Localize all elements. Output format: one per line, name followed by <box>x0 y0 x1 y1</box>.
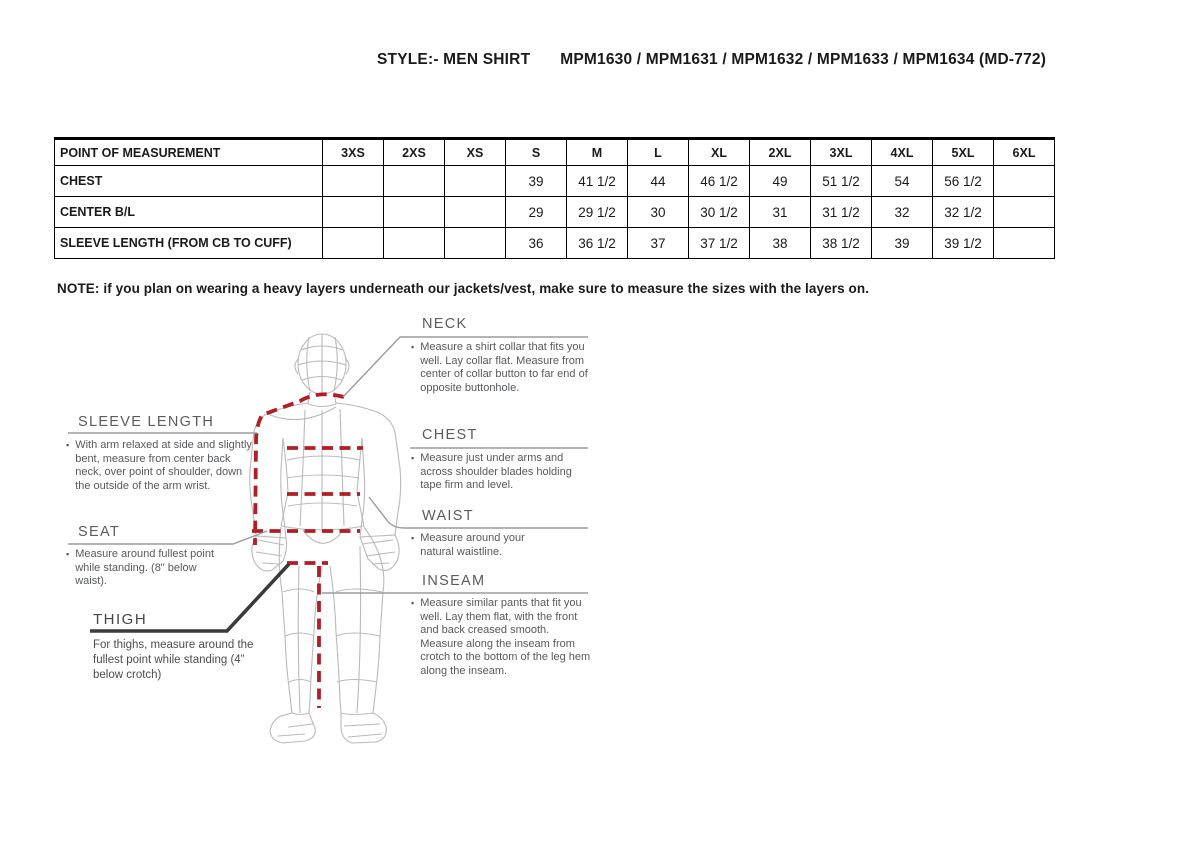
cell-sleeve-5xl: 39 1/2 <box>933 228 994 259</box>
cell-centerbl-m: 29 1/2 <box>567 197 628 228</box>
bullet-icon: ▪ <box>66 440 70 450</box>
col-header-4xl: 4XL <box>872 139 933 166</box>
cell-sleeve-4xl: 39 <box>872 228 933 259</box>
cell-chest-3xl: 51 1/2 <box>811 166 872 197</box>
cell-centerbl-4xl: 32 <box>872 197 933 228</box>
bullet-icon: ▪ <box>411 453 415 463</box>
cell-chest-2xl: 49 <box>750 166 811 197</box>
cell-chest-s: 39 <box>506 166 567 197</box>
col-header-m: M <box>567 139 628 166</box>
col-header-xs: XS <box>445 139 506 166</box>
cell-centerbl-xl: 30 1/2 <box>689 197 750 228</box>
neck-label: NECK <box>422 316 468 332</box>
row-label-sleeve-length: SLEEVE LENGTH (FROM CB TO CUFF) <box>55 228 323 259</box>
cell-sleeve-3xl: 38 1/2 <box>811 228 872 259</box>
cell-centerbl-l: 30 <box>628 197 689 228</box>
thigh-label: THIGH <box>93 611 148 628</box>
sleeve-length-description: ▪ With arm relaxed at side and slightly bent, measure from center back neck, over point of shoulder, down the outside of the arm wrist. <box>66 439 252 492</box>
col-header-2xl: 2XL <box>750 139 811 166</box>
bullet-icon: ▪ <box>411 342 415 352</box>
cell-centerbl-2xl: 31 <box>750 197 811 228</box>
col-header-6xl: 6XL <box>994 139 1055 166</box>
thigh-description: For thighs, measure around the fullest point while standing (4” below crotch) <box>93 639 254 681</box>
waist-description: ▪ Measure around your natural waistline. <box>411 532 525 558</box>
waist-label: WAIST <box>422 508 474 524</box>
sleeve-length-label: SLEEVE LENGTH <box>78 414 215 430</box>
cell-chest-m: 41 1/2 <box>567 166 628 197</box>
neck-description: ▪ Measure a shirt collar that fits you well. Lay collar flat. Measure from center of collar button to far end of opposite buttonhole. <box>411 341 588 394</box>
cell-chest-xl: 46 1/2 <box>689 166 750 197</box>
col-header-l: L <box>628 139 689 166</box>
note-text: NOTE: if you plan on wearing a heavy layers underneath our jackets/vest, make sure to measure the sizes with the layers on. <box>57 281 870 296</box>
bullet-icon: ▪ <box>66 549 70 559</box>
cell-centerbl-s: 29 <box>506 197 567 228</box>
col-header-3xs: 3XS <box>323 139 384 166</box>
cell-sleeve-l: 37 <box>628 228 689 259</box>
style-label: STYLE:- MEN SHIRT <box>377 51 531 68</box>
cell-sleeve-2xl: 38 <box>750 228 811 259</box>
cell-chest-4xl: 54 <box>872 166 933 197</box>
chest-description: ▪ Measure just under arms and across shoulder blades holding tape firm and level. <box>411 452 572 492</box>
cell-chest-l: 44 <box>628 166 689 197</box>
col-header-3xl: 3XL <box>811 139 872 166</box>
seat-label: SEAT <box>78 524 120 540</box>
col-header-5xl: 5XL <box>933 139 994 166</box>
col-header-s: S <box>506 139 567 166</box>
row-label-chest: CHEST <box>55 166 323 197</box>
style-codes: MPM1630 / MPM1631 / MPM1632 / MPM1633 / MPM1634 (MD-772) <box>560 51 1047 68</box>
bullet-icon: ▪ <box>411 598 415 608</box>
inseam-description: ▪ Measure similar pants that fit you well. Lay them flat, with the front and back creased smooth. Measure along the inseam from crotch to the bottom of the leg hem along the inseam. <box>411 597 591 677</box>
cell-sleeve-m: 36 1/2 <box>567 228 628 259</box>
cell-chest-5xl: 56 1/2 <box>933 166 994 197</box>
cell-sleeve-xl: 37 1/2 <box>689 228 750 259</box>
col-header-2xs: 2XS <box>384 139 445 166</box>
bullet-icon: ▪ <box>411 533 415 543</box>
col-header-xl: XL <box>689 139 750 166</box>
col-header-point-of-measurement: POINT OF MEASUREMENT <box>55 139 323 166</box>
chest-label: CHEST <box>422 427 478 443</box>
cell-centerbl-3xl: 31 1/2 <box>811 197 872 228</box>
cell-centerbl-5xl: 32 1/2 <box>933 197 994 228</box>
row-label-center-bl: CENTER B/L <box>55 197 323 228</box>
inseam-label: INSEAM <box>422 573 486 589</box>
cell-sleeve-s: 36 <box>506 228 567 259</box>
seat-description: ▪ Measure around fullest point while standing. (8" below waist). <box>66 548 215 588</box>
